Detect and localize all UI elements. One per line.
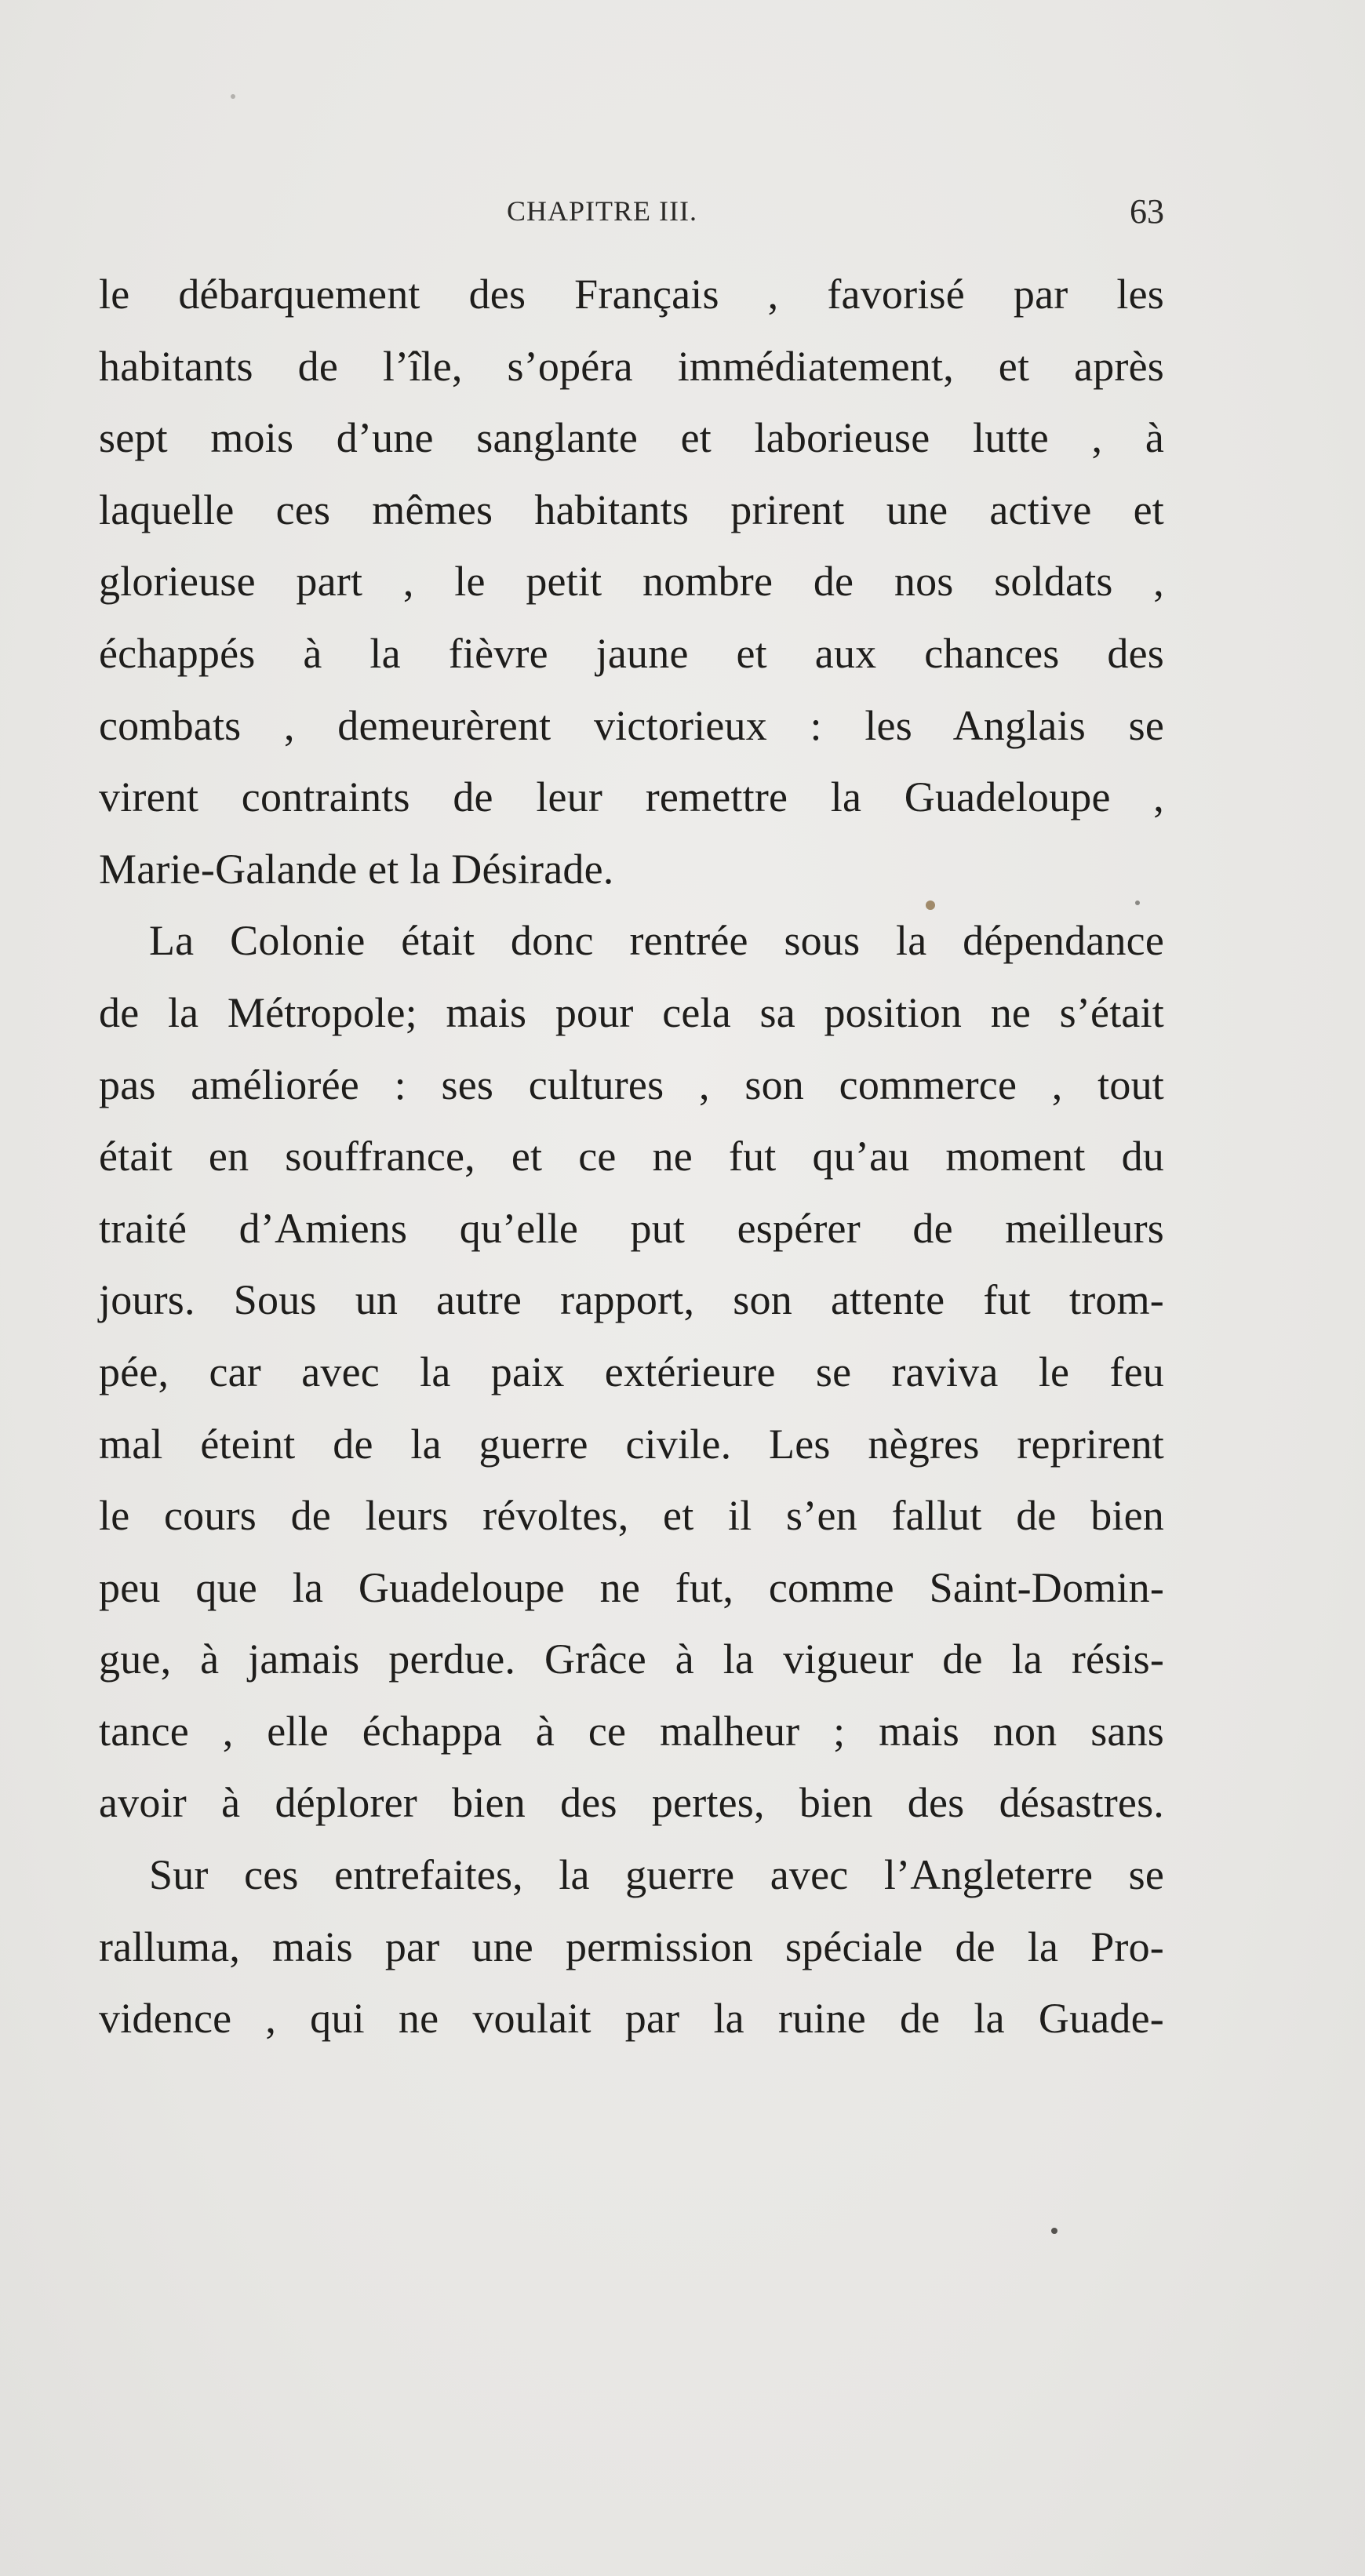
text-line: était en souffrance, et ce ne fut qu’au moment du xyxy=(99,1133,1164,1181)
text-line: avoir à déplorer bien des pertes, bien des désastres. xyxy=(99,1779,1164,1827)
paper-speck xyxy=(1135,901,1140,905)
running-head xyxy=(99,188,1164,235)
text-line: virent contraints de leur remettre la Guadeloupe , xyxy=(99,773,1164,821)
text-line: habitants de l’île, s’opéra immédiatement, et après xyxy=(99,342,1164,390)
paper-speck xyxy=(231,94,235,99)
text-line: Sur ces entrefaites, la guerre avec l’Angleterre se xyxy=(149,1851,1164,1899)
text-line: ralluma, mais par une permission spéciale de la Pro- xyxy=(99,1923,1164,1970)
paragraph-1 xyxy=(99,259,1164,905)
text-line: pas améliorée : ses cultures , son commerce , tout xyxy=(99,1061,1164,1108)
paper-speck xyxy=(926,901,935,910)
body-text xyxy=(99,259,1164,2055)
text-line: jours. Sous un autre rapport, son attente fut trom- xyxy=(99,1276,1164,1324)
text-line: combats , demeurèrent victorieux : les Anglais se xyxy=(99,701,1164,749)
text-line: peu que la Guadeloupe ne fut, comme Saint-Domin- xyxy=(99,1563,1164,1611)
text-line: sept mois d’une sanglante et laborieuse lutte , à xyxy=(99,414,1164,462)
text-line: tance , elle échappa à ce malheur ; mais non sans xyxy=(99,1707,1164,1755)
chapter-title: CHAPITRE III. xyxy=(507,195,697,227)
text-line: mal éteint de la guerre civile. Les nègres reprirent xyxy=(99,1420,1164,1468)
text-line: pée, car avec la paix extérieure se raviva le feu xyxy=(99,1348,1164,1395)
text-line: Marie-Galande et la Désirade. xyxy=(99,845,614,893)
paper-speck xyxy=(1051,2228,1057,2234)
text-line: traité d’Amiens qu’elle put espérer de meilleurs xyxy=(99,1204,1164,1252)
text-line: le débarquement des Français , favorisé par les xyxy=(99,271,1164,318)
text-line: le cours de leurs révoltes, et il s’en fallut de bien xyxy=(99,1492,1164,1540)
text-line: laquelle ces mêmes habitants prirent une active et xyxy=(99,486,1164,533)
paragraph-3 xyxy=(99,1839,1164,2055)
text-line: gue, à jamais perdue. Grâce à la vigueur de la résis- xyxy=(99,1635,1164,1683)
text-line: glorieuse part , le petit nombre de nos soldats , xyxy=(99,558,1164,606)
text-line: échappés à la fièvre jaune et aux chances des xyxy=(99,629,1164,677)
paragraph-2 xyxy=(99,905,1164,1839)
page-number: 63 xyxy=(1130,192,1164,231)
text-line: de la Métropole; mais pour cela sa position ne s’était xyxy=(99,988,1164,1036)
text-line: vidence , qui ne voulait par la ruine de la Guade- xyxy=(99,1995,1164,2043)
text-line: La Colonie était donc rentrée sous la dépendance xyxy=(149,917,1164,965)
